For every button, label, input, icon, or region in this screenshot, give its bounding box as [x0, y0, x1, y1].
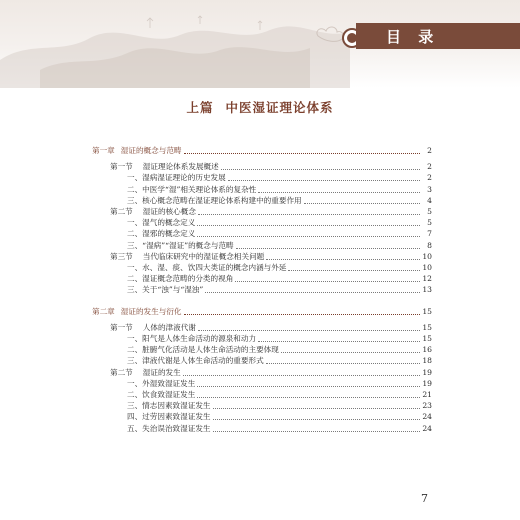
dot-leader — [213, 407, 420, 409]
toc-entry-number: 第一节 — [110, 322, 133, 332]
dot-leader — [221, 168, 420, 170]
toc-entry-title: 二、脏腑气化活动是人体生命活动的主要体现 — [127, 345, 279, 355]
dot-leader — [304, 202, 420, 204]
toc-item-row[interactable] — [92, 284, 432, 296]
toc-page-number: 16 — [422, 345, 432, 355]
toc-page-number: 7 — [427, 229, 432, 239]
dot-leader — [184, 313, 420, 315]
toc-entry-label — [127, 228, 195, 240]
toc-page-number: 3 — [427, 184, 432, 194]
toc-item-row[interactable] — [92, 273, 432, 285]
dot-leader — [198, 329, 420, 331]
toc-page-number: 15 — [422, 306, 432, 316]
toc-page-number: 23 — [422, 401, 432, 411]
toc-entry-label — [127, 172, 226, 184]
toc-entry-label — [127, 411, 211, 423]
toc-entry-label — [127, 344, 279, 356]
toc-item-row[interactable] — [92, 333, 432, 345]
toc-entry-title: 湿证的发生与衍化 — [120, 306, 182, 316]
dot-leader — [197, 235, 420, 237]
toc-entry-title: 湿证的核心概念 — [142, 207, 196, 216]
toc-page-number: 10 — [422, 263, 432, 272]
toc-entry-title: 四、过劳因素致湿证发生 — [127, 412, 211, 422]
toc-page-number: 10 — [422, 251, 432, 261]
toc-entry-label — [127, 240, 234, 252]
toc-page-number: 2 — [427, 146, 432, 155]
dot-leader — [213, 418, 420, 420]
toc-page-number: 5 — [427, 218, 432, 228]
toc-section-row[interactable] — [92, 251, 432, 263]
toc-item-row[interactable] — [92, 195, 432, 207]
toc-page-number: 24 — [422, 423, 432, 433]
toc-item-row[interactable] — [92, 217, 432, 229]
part-heading — [0, 98, 520, 116]
toc-item-row[interactable] — [92, 240, 432, 252]
toc-section-row[interactable] — [92, 367, 432, 379]
toc-page-number: 12 — [422, 274, 432, 284]
toc-page-number: 4 — [427, 195, 432, 205]
toc-entry-label — [127, 423, 211, 435]
toc-chapter-row[interactable] — [92, 145, 432, 157]
toc-entry-label — [127, 262, 286, 274]
toc-entry-label — [127, 333, 256, 345]
dot-leader — [235, 280, 420, 282]
toc-item-row[interactable] — [92, 389, 432, 401]
dot-leader — [258, 340, 420, 342]
dot-leader — [266, 258, 420, 260]
toc-entry-title: 湿证的概念与范畴 — [120, 146, 182, 155]
toc-entry-label — [127, 389, 195, 401]
toc-item-row[interactable] — [92, 184, 432, 196]
toc-entry-number: 第二节 — [110, 207, 133, 216]
part-prefix: 上篇 — [186, 100, 214, 115]
toc-item-row[interactable] — [92, 172, 432, 184]
toc-section-row[interactable] — [92, 206, 432, 218]
toc-item-row[interactable] — [92, 411, 432, 423]
toc-entry-title: 一、湿病湿证理论的历史发展 — [127, 173, 226, 183]
toc-entry-title: 二、中医学“湿”相关理论体系的复杂性 — [127, 184, 257, 194]
toc-entry-title: 一、阳气是人体生命活动的源泉和动力 — [127, 334, 257, 343]
dot-leader — [236, 247, 420, 249]
toc-entry-title: 一、湿气的概念定义 — [127, 218, 196, 228]
toc-page-number: 15 — [422, 322, 432, 332]
toc-item-row[interactable] — [92, 423, 432, 435]
toc-entry-label — [110, 161, 219, 173]
toc-entry-label — [127, 355, 264, 367]
toc-item-row[interactable] — [92, 400, 432, 412]
toc-entry-title: 一、水、湿、痰、饮四大类证的概念内涵与外延 — [127, 263, 287, 272]
dot-leader — [197, 385, 420, 387]
toc-page-number: 21 — [422, 390, 432, 399]
toc-section-row[interactable] — [92, 322, 432, 334]
dot-leader — [198, 213, 420, 215]
toc-item-row[interactable] — [92, 355, 432, 367]
page-number: 7 — [421, 492, 428, 505]
dot-leader — [281, 351, 420, 353]
toc-entry-number: 第三节 — [110, 251, 133, 261]
toc-entry-label — [110, 251, 264, 263]
toc-entry-title: 当代临床研究中的湿证概念相关问题 — [142, 251, 265, 261]
dot-leader — [183, 374, 420, 376]
toc-entry-title: 一、外湿致湿证发生 — [127, 378, 196, 388]
toc-page-number: 18 — [422, 356, 432, 366]
toc-entry-title: 三、情志因素致湿证发生 — [127, 401, 211, 411]
toc-entry-number: 第二章 — [92, 306, 115, 316]
toc-page-number: 2 — [427, 173, 432, 183]
toc-entry-number: 第一章 — [92, 146, 115, 155]
toc-entry-label — [127, 284, 203, 296]
dot-leader — [288, 269, 420, 271]
toc-entry-title: 三、津液代谢是人体生命活动的重要形式 — [127, 356, 264, 366]
toc-page-number: 13 — [422, 285, 432, 295]
toc-entry-title: 二、饮食致湿证发生 — [127, 390, 196, 399]
toc-entry-number: 第二节 — [110, 367, 133, 377]
toc-item-row[interactable] — [92, 344, 432, 356]
toc-title-tab — [356, 23, 520, 49]
toc-entry-label — [127, 184, 256, 196]
toc-page-number: 2 — [427, 162, 432, 172]
page-title: 目 录 — [386, 27, 440, 46]
toc-entry-title: 三、关于“浊”与“湿浊” — [127, 285, 204, 295]
toc-item-row[interactable] — [92, 262, 432, 274]
toc-entry-label — [92, 306, 182, 318]
toc-entry-label — [110, 322, 196, 334]
toc-entry-title: 二、湿邪的概念定义 — [127, 229, 196, 239]
dot-leader — [197, 224, 420, 226]
toc-chapter-row[interactable] — [92, 306, 432, 318]
toc-page-number: 5 — [427, 207, 432, 216]
toc-entry-label — [110, 367, 181, 379]
toc-page-number: 24 — [422, 412, 432, 422]
toc-entry-title: 五、失治误治致湿证发生 — [127, 423, 211, 433]
toc-entry-label — [92, 145, 182, 157]
toc-entry-title: 二、湿证概念范畴的分类的视角 — [127, 274, 234, 284]
dot-leader — [213, 430, 420, 432]
toc-entry-title: 三、核心概念范畴在湿证理论体系构建中的重要作用 — [127, 195, 302, 205]
toc-section-row[interactable] — [92, 161, 432, 173]
toc-entry-number: 第一节 — [110, 162, 133, 172]
dot-leader — [205, 291, 420, 293]
dot-leader — [266, 362, 420, 364]
toc-entry-title: 湿证的发生 — [142, 367, 181, 377]
toc-entry-label — [127, 273, 233, 285]
toc-page-number: 15 — [422, 334, 432, 343]
dot-leader — [184, 152, 420, 154]
dot-leader — [228, 179, 420, 181]
toc-page-number: 8 — [427, 240, 432, 250]
toc-page-number: 19 — [422, 378, 432, 388]
toc-entry-label — [127, 217, 195, 229]
toc-entry-label — [127, 378, 195, 390]
toc-entry-label — [110, 206, 196, 218]
dot-leader — [258, 191, 420, 193]
toc-entry-title: 湿证理论体系发展概述 — [142, 162, 219, 172]
toc-entry-title: 人体的津液代谢 — [142, 322, 196, 332]
toc-item-row[interactable] — [92, 378, 432, 390]
toc-page-number: 19 — [422, 367, 432, 377]
dot-leader — [197, 396, 420, 398]
toc-entry-title: 三、“湿病”“湿证”的概念与范畴 — [127, 240, 234, 250]
toc-item-row[interactable] — [92, 228, 432, 240]
toc-entry-label — [127, 195, 302, 207]
toc-entry-label — [127, 400, 211, 412]
part-title: 中医湿证理论体系 — [225, 100, 334, 115]
